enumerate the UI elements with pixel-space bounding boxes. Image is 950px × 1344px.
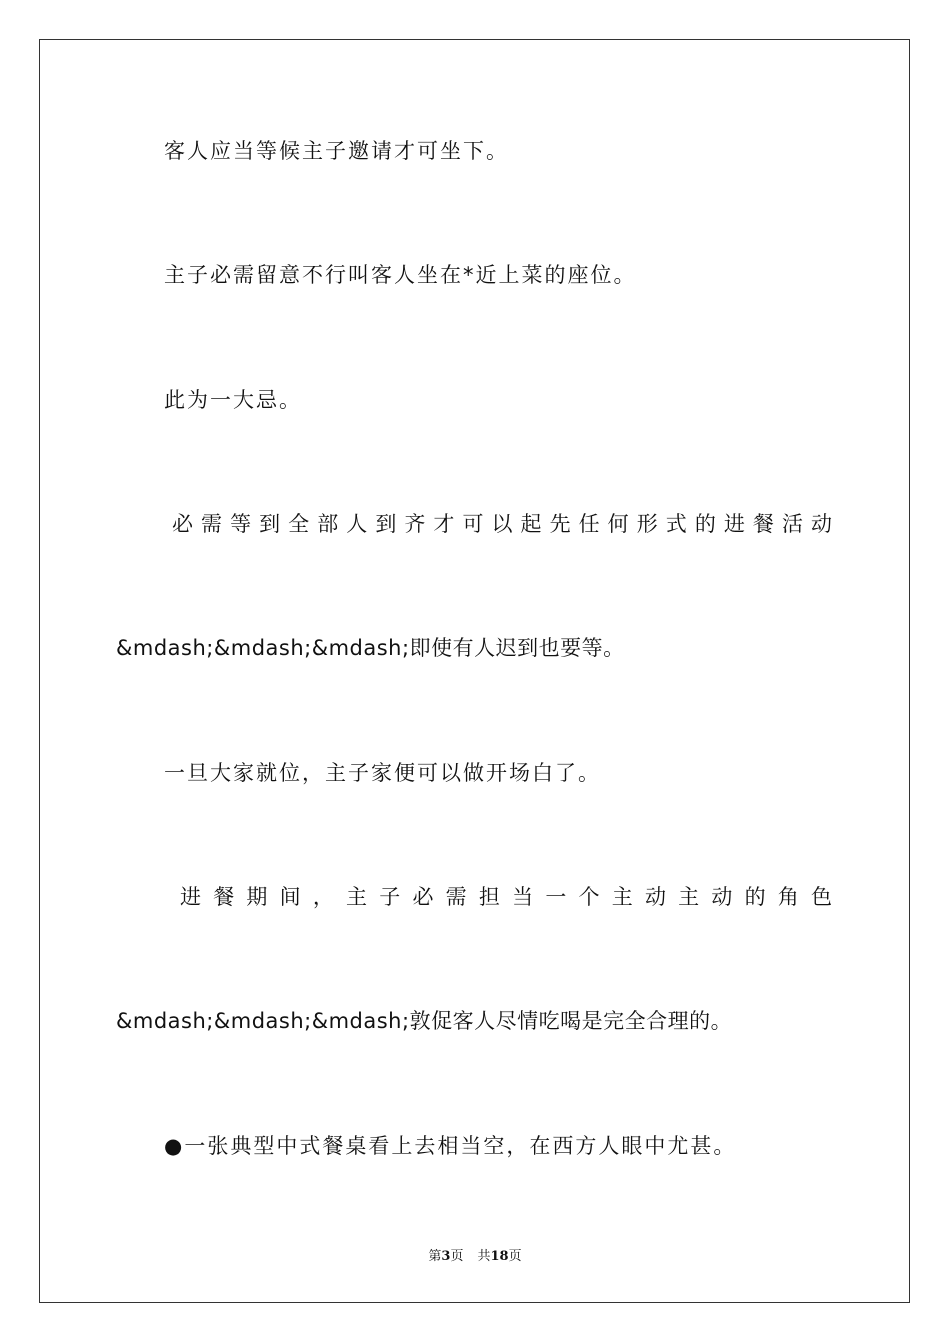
paragraph-line-4: 必需等到全部人到齐才可以起先任何形式的进餐活动 [172,512,832,536]
page-border [39,39,910,1303]
page-footer [0,1248,950,1266]
paragraph-line-2: 主子必需留意不行叫客人坐在*近上菜的座位。 [164,263,637,287]
footer-total-prefix: 共 [477,1249,491,1264]
paragraph-line-8: &mdash;&mdash;&mdash;敦促客人尽情吃喝是完全合理的。 [116,1009,733,1033]
paragraph-line-9: ●一张典型中式餐桌看上去相当空，在西方人眼中尤甚。 [164,1134,737,1158]
paragraph-line-6: 一旦大家就位，主子家便可以做开场白了。 [164,761,601,785]
paragraph-line-3: 此为一大忌。 [164,388,302,412]
paragraph-line-7: 进餐期间，主子必需担当一个主动主动的角色 [180,885,832,909]
footer-page-prefix: 第 [428,1249,442,1264]
footer-total-suffix: 页 [508,1249,522,1264]
footer-total-pages: 18 [490,1249,509,1264]
paragraph-line-5: &mdash;&mdash;&mdash;即使有人迟到也要等。 [116,636,625,660]
paragraph-line-1: 客人应当等候主子邀请才可坐下。 [164,139,509,163]
footer-page-number: 3 [441,1249,451,1264]
footer-page-suffix: 页 [450,1249,464,1264]
